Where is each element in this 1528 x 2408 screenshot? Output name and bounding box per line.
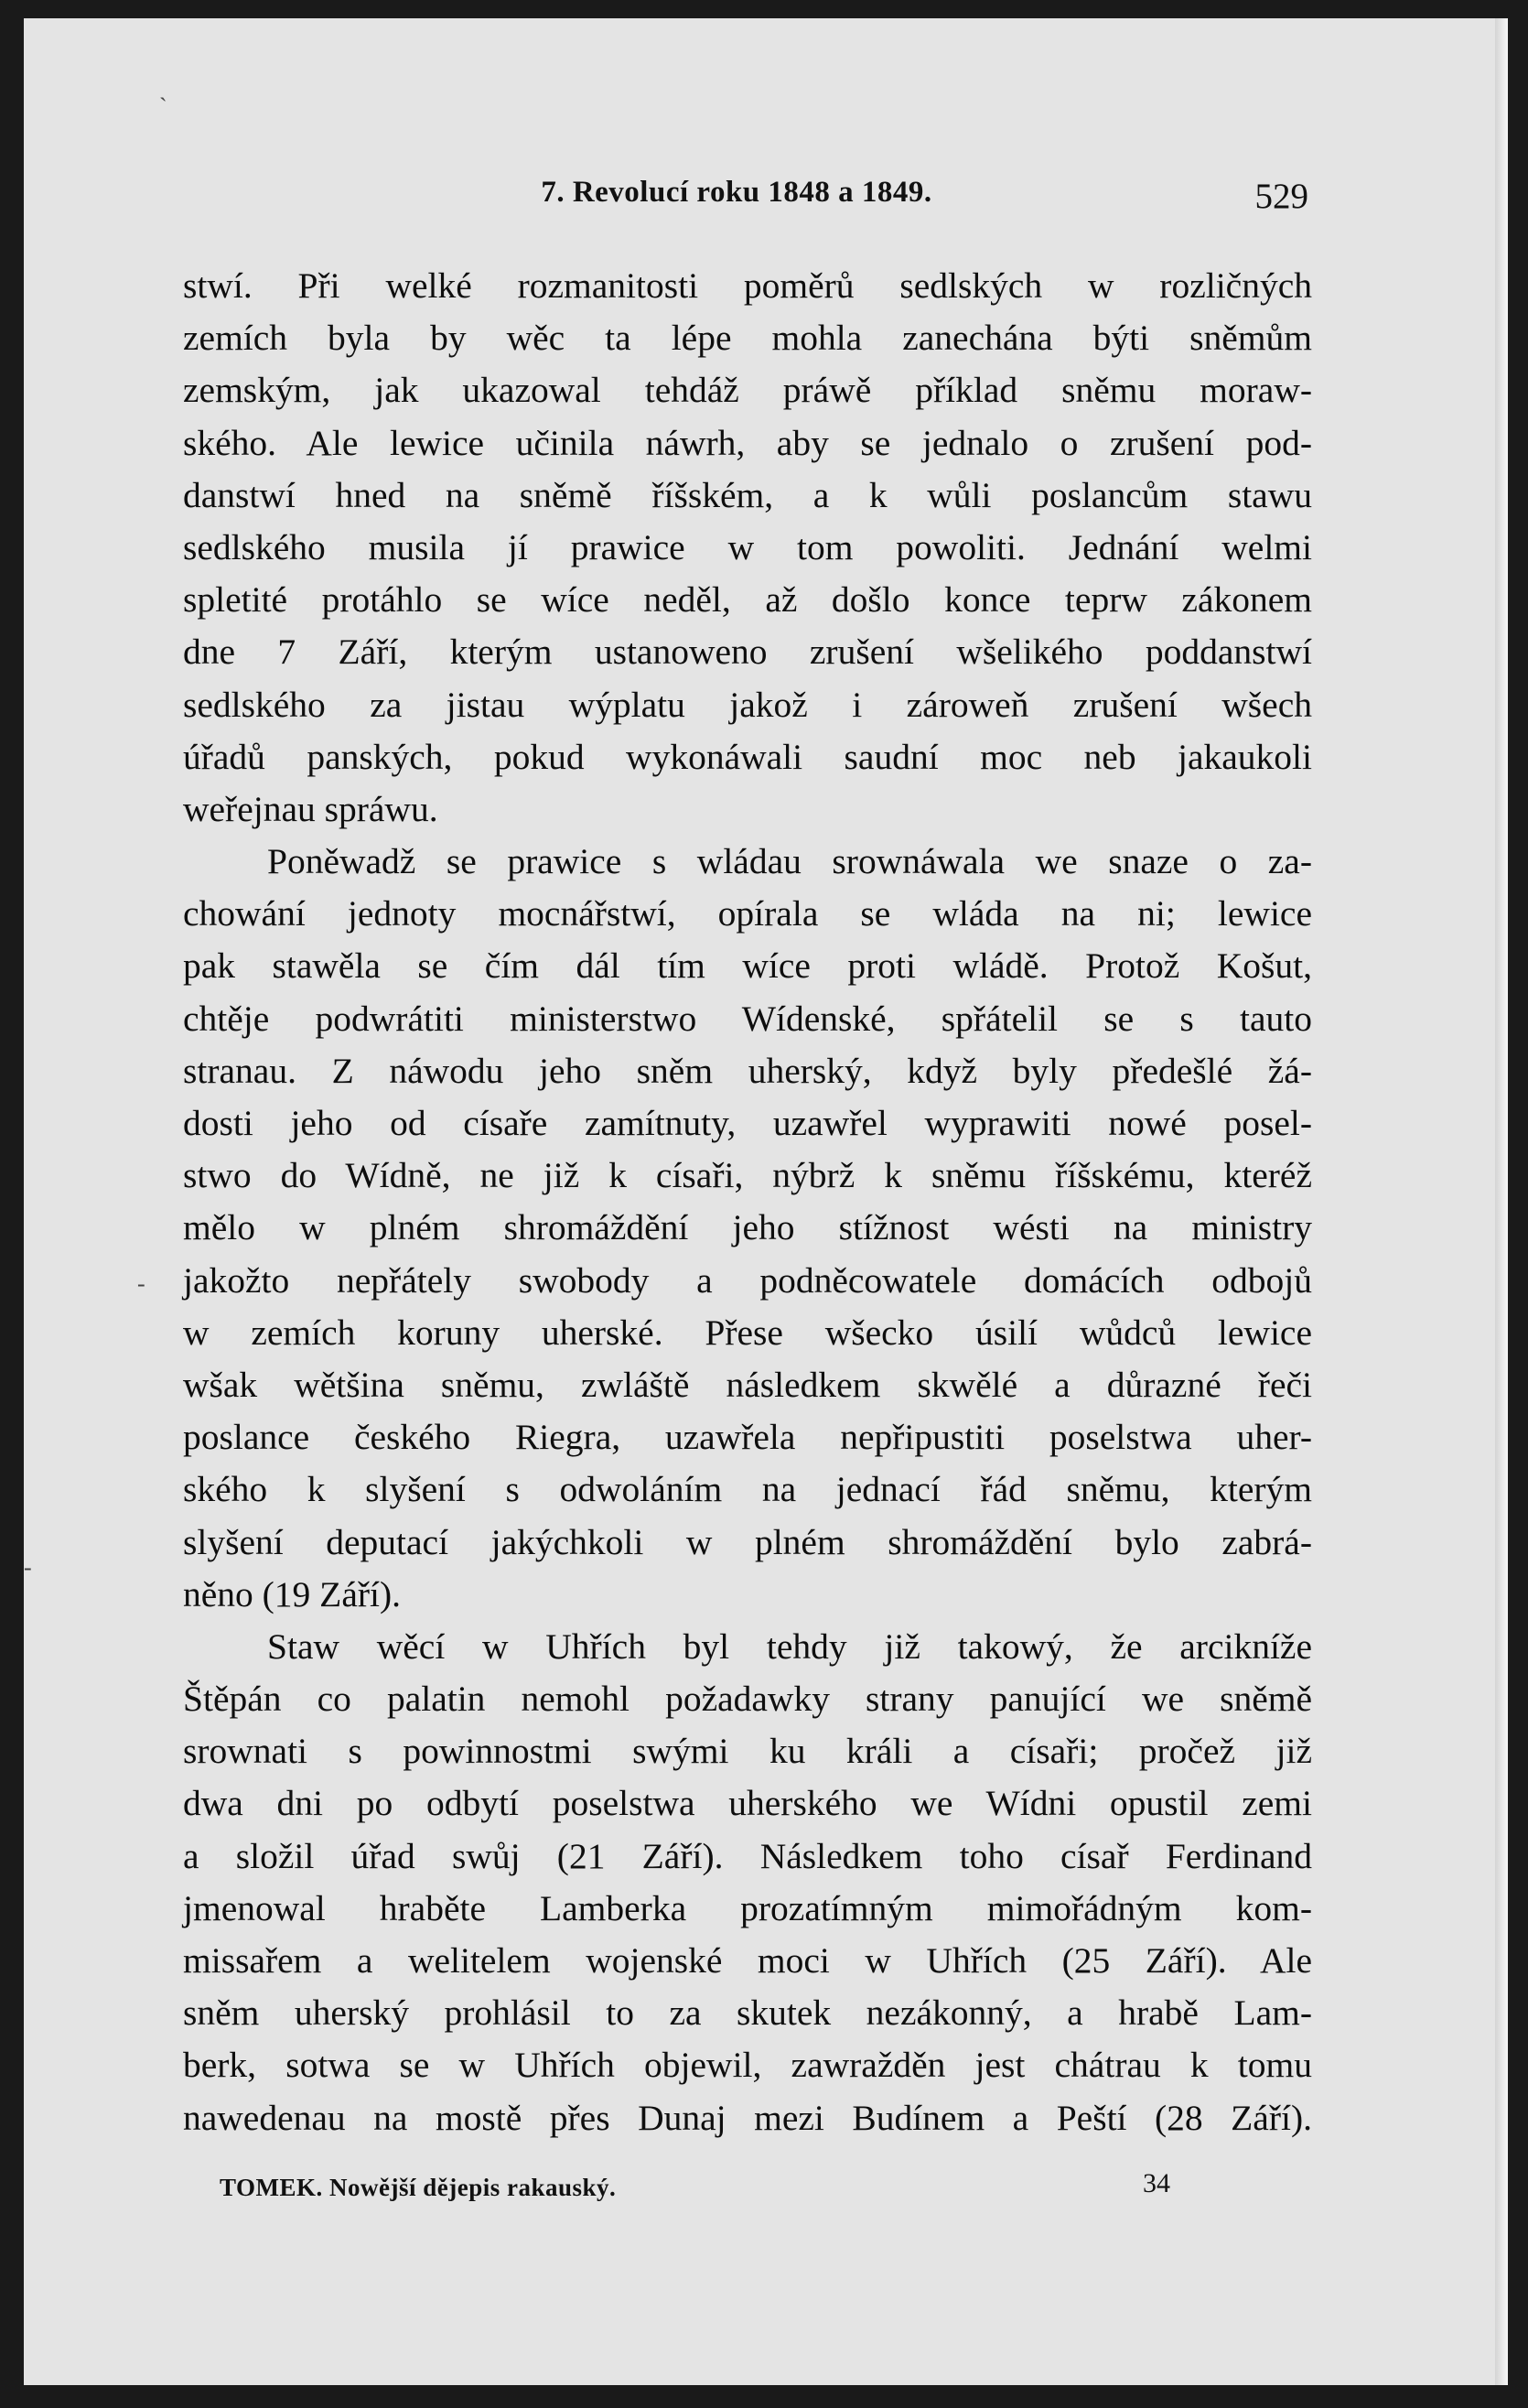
text-line: dosti jeho od císaře zamítnuty, uzawřel wyprawiti nowé posel-	[183, 1103, 1312, 1143]
text-line: danstwí hned na sněmě říšském, a k wůli poslancům stawu	[183, 474, 1312, 515]
text-line: weřejnau spráwu.	[183, 788, 438, 829]
running-head: 7. Revolucí roku 1848 a 1849.	[541, 176, 932, 209]
text-line: stwí. Při welké rozmanitosti poměrů sedlských w rozličných	[183, 265, 1312, 306]
text-line: wšak wětšina sněmu, zwláště následkem skwělé a důrazné řeči	[183, 1364, 1312, 1405]
text-line: zemích byla by wěc ta lépe mohla zanechána býti sněmům	[183, 318, 1312, 359]
text-line: chowání jednoty mocnářstwí, opírala se wláda na ni; lewice	[183, 893, 1312, 934]
text-line: spletité protáhlo se wíce neděl, až došlo konce teprw zákonem	[183, 579, 1312, 621]
sheet-number: 34	[1143, 2168, 1170, 2198]
text-line: Štěpán co palatin nemohl požadawky strany panující we sněmě	[183, 1679, 1312, 1720]
text-line: chtěje podwrátiti ministerstwo Wídenské, spřátelil se s tauto	[183, 998, 1312, 1039]
text-line: úřadů panských, pokud wykonáwali saudní moc neb jakaukoli	[183, 736, 1312, 777]
text-line: berk, sotwa se w Uhřích objewil, zawražděn jest chátrau k tomu	[183, 2045, 1312, 2086]
text-line: stwo do Wídně, ne již k císaři, nýbrž k sněmu říšskému, kteréž	[183, 1155, 1312, 1196]
text-line: srownati s powinnostmi swými ku králi a císaři; pročež již	[183, 1731, 1312, 1772]
text-line: w zemích koruny uherské. Přese wšecko úsilí wůdců lewice	[183, 1312, 1312, 1353]
text-line: něno (19 Září).	[183, 1573, 402, 1614]
text-line: jmenowal hraběte Lamberka prozatímným mimořádným kom-	[183, 1887, 1312, 1928]
paragraph	[183, 836, 1312, 1621]
margin-speck: -	[137, 1270, 145, 1297]
book-page	[24, 18, 1508, 2385]
text-line: sedlského musila jí prawice w tom powoliti. Jednání welmi	[183, 526, 1312, 567]
text-line: nawedenau na mostě přes Dunaj mezi Budínem a Peští (28 Září).	[183, 2097, 1312, 2138]
text-line: stranau. Z náwodu jeho sněm uherský, když byly předešlé žá-	[183, 1050, 1312, 1091]
text-line: a složil úřad swůj (21 Září). Následkem toho císař Ferdinand	[183, 1835, 1312, 1876]
page-edge-shadow	[1495, 18, 1508, 2385]
text-line: Poněwadž se prawice s wládau srownáwala we snaze o za-	[267, 841, 1312, 882]
text-line: dne 7 Září, kterým ustanoweno zrušení wšelikého poddanstwí	[183, 632, 1312, 673]
body-text	[183, 260, 1312, 2144]
paragraph	[183, 1621, 1312, 2144]
text-line: poslance českého Riegra, uzawřela nepřipustiti poselstwa uher-	[183, 1417, 1312, 1458]
paragraph	[183, 260, 1312, 836]
text-line: pak stawěla se čím dál tím wíce proti wládě. Protož Košut,	[183, 945, 1312, 987]
text-line: zemským, jak ukazowal tehdáž práwě příklad sněmu moraw-	[183, 370, 1312, 411]
text-line: sedlského za jistau wýplatu jakož i zároweň zrušení wšech	[183, 684, 1312, 725]
text-line: slyšení deputací jakýchkoli w plném shromáždění bylo zabrá-	[183, 1521, 1312, 1562]
text-line: Staw wěcí w Uhřích byl tehdy již takowý, že arcikníže	[267, 1625, 1312, 1667]
text-line: sněm uherský prohlásil to za skutek nezákonný, a hrabě Lam-	[183, 1992, 1312, 2034]
margin-speck: `	[159, 93, 167, 120]
margin-speck: -	[24, 1554, 32, 1581]
text-line: missařem a welitelem wojenské moci w Uhřích (25 Září). Ale	[183, 1940, 1312, 1981]
text-line: ského k slyšení s odwoláním na jednací řád sněmu, kterým	[183, 1469, 1312, 1510]
text-line: jakožto nepřátely swobody a podněcowatele domácích odbojů	[183, 1259, 1312, 1301]
page-number: 529	[1254, 177, 1308, 216]
signature-mark: TOMEK. Nowější dějepis rakauský.	[220, 2174, 617, 2201]
text-line: dwa dni po odbytí poselstwa uherského we Wídni opustil zemi	[183, 1783, 1312, 1824]
text-line: mělo w plném shromáždění jeho stížnost wésti na ministry	[183, 1207, 1312, 1248]
page-header	[165, 156, 1308, 216]
text-line: ského. Ale lewice učinila náwrh, aby se jednalo o zrušení pod-	[183, 422, 1312, 463]
